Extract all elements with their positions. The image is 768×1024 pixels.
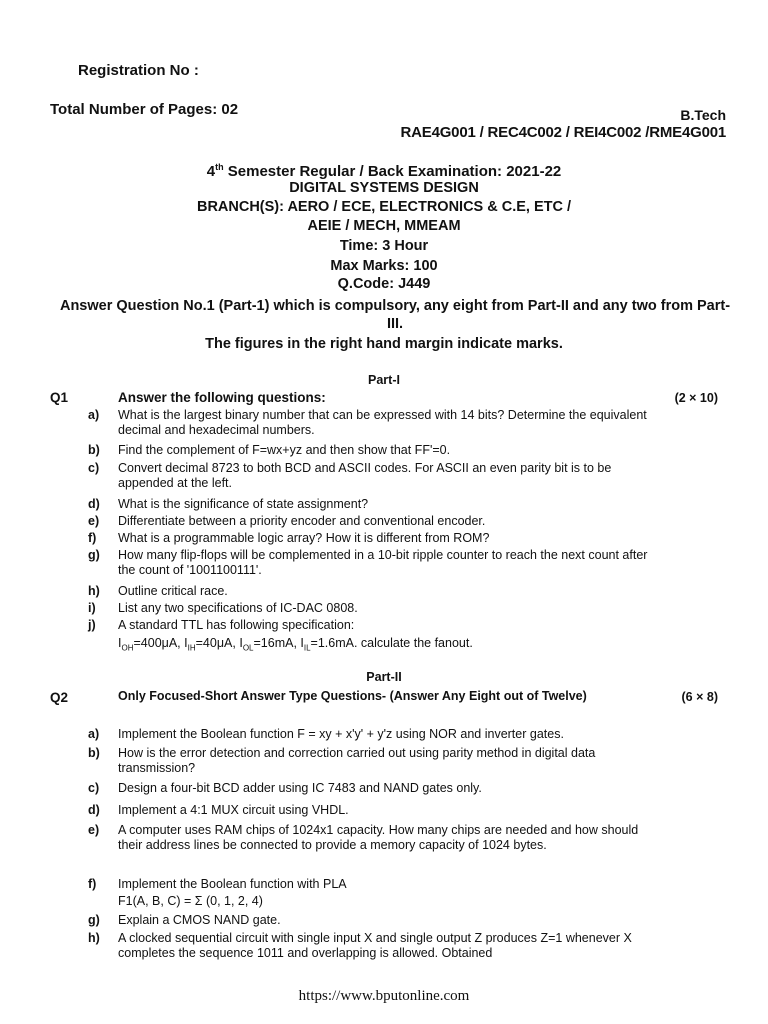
item-label: a) <box>88 408 100 422</box>
footer-url[interactable]: https://www.bputonline.com <box>298 988 470 1004</box>
item-label: j) <box>88 618 96 632</box>
q2-number: Q2 <box>50 690 69 705</box>
spec-value: =40μA, <box>195 636 240 650</box>
instruction: Answer Question No.1 (Part-1) which is compulsory, any eight from Part-II and any two from Part-III. <box>59 298 731 332</box>
item-text: List any two specifications of IC-DAC 0808. <box>118 601 358 615</box>
q2-item-c <box>88 781 648 796</box>
item-text: Implement the Boolean function with PLA <box>118 877 347 891</box>
q2-item-e <box>88 823 648 852</box>
spec-value: =400μA, <box>133 636 185 650</box>
q1-marks: (2 × 10) <box>674 391 718 405</box>
item-text: Convert decimal 8723 to both BCD and ASCII codes. For ASCII an even parity bit is to be appended at the left. <box>118 461 612 490</box>
item-label: c) <box>88 461 100 475</box>
q1-heading: Answer the following questions: <box>118 390 326 405</box>
q1-number: Q1 <box>50 390 69 405</box>
q2-item-f-function <box>88 894 648 909</box>
item-text: What is the largest binary number that can be expressed with 14 bits? Determine the equivalent decimal and hexadecimal numbers. <box>118 408 647 437</box>
semester-line <box>0 162 768 180</box>
branch-line-1: BRANCH(S): AERO / ECE, ELECTRONICS & C.E, ETC / <box>196 199 572 215</box>
item-text: Design a four-bit BCD adder using IC 7483 and NAND gates only. <box>118 781 482 795</box>
semester-suffix: th <box>215 162 224 172</box>
item-text: How is the error detection and correction carried out using parity method in digital data transmission? <box>118 746 596 775</box>
q1-item-j <box>88 618 648 633</box>
semester-text: Semester Regular / Back Examination: 2021-22 <box>223 163 562 180</box>
item-label: f) <box>88 877 97 891</box>
spec-symbol: I <box>184 636 188 650</box>
q1-item-e <box>88 514 648 529</box>
item-label: a) <box>88 727 100 741</box>
item-label: i) <box>88 601 96 615</box>
part2-title: Part-II <box>366 670 402 684</box>
spec-subscript: IH <box>187 643 196 653</box>
item-label: f) <box>88 531 97 545</box>
registration-label: Registration No : <box>78 62 199 79</box>
item-text: Find the complement of F=wx+yz and then show that FF'=0. <box>118 443 451 457</box>
item-label: e) <box>88 514 100 528</box>
item-text: What is the significance of state assignment? <box>118 497 369 511</box>
item-label: h) <box>88 931 100 945</box>
subject-codes: RAE4G001 / REC4C002 / REI4C002 /RME4G001 <box>400 124 726 141</box>
item-label: e) <box>88 823 100 837</box>
item-text: Outline critical race. <box>118 584 228 598</box>
q2-item-g <box>88 913 648 928</box>
question-code: Q.Code: J449 <box>337 276 431 292</box>
q2-heading: Only Focused-Short Answer Type Questions- (Answer Any Eight out of Twelve) <box>118 689 587 703</box>
item-text: What is a programmable logic array? How it is different from ROM? <box>118 531 490 545</box>
semester-number: 4 <box>206 163 216 180</box>
item-label: b) <box>88 443 100 457</box>
item-text: A clocked sequential circuit with single input X and single output Z produces Z=1 whenever X completes the sequence 1011 and overlapping is allowed. Obtained <box>118 931 632 960</box>
q2-item-d <box>88 803 648 818</box>
q1-item-a <box>88 408 648 437</box>
spec-subscript: OH <box>121 643 134 653</box>
q1-item-f <box>88 531 648 546</box>
spec-value: =16mA, <box>253 636 301 650</box>
spec-symbol: I <box>118 636 122 650</box>
item-label: b) <box>88 746 100 760</box>
item-label: c) <box>88 781 100 795</box>
figures-note: The figures in the right hand margin indicate marks. <box>205 336 563 352</box>
item-text: A computer uses RAM chips of 1024x1 capacity. How many chips are needed and how should their address lines be connected to provide a memory capacity of 1024 bytes. <box>118 823 639 852</box>
exam-time: Time: 3 Hour <box>339 238 429 254</box>
q2-item-f <box>88 877 648 892</box>
branch-line-2: AEIE / MECH, MMEAM <box>307 218 461 234</box>
q1-item-i <box>88 601 648 616</box>
q2-item-h <box>88 931 648 960</box>
item-label: h) <box>88 584 100 598</box>
item-text: How many flip-flops will be complemented in a 10-bit ripple counter to reach the next count after the count of '1001100111'. <box>118 548 648 577</box>
q2-item-b <box>88 746 648 775</box>
item-text: Differentiate between a priority encoder and conventional encoder. <box>118 514 486 528</box>
degree: B.Tech <box>680 107 726 123</box>
ttl-specification <box>88 636 648 656</box>
item-label: d) <box>88 803 100 817</box>
q1-item-h <box>88 584 648 599</box>
item-text: Implement the Boolean function F = xy + x'y' + y'z using NOR and inverter gates. <box>118 727 564 741</box>
item-label: d) <box>88 497 100 511</box>
spec-subscript: IL <box>303 643 311 653</box>
q2-item-a <box>88 727 648 742</box>
spec-symbol: I <box>300 636 304 650</box>
part1-title: Part-I <box>368 373 400 387</box>
item-label: g) <box>88 548 100 562</box>
spec-value: =1.6mA. calculate the fanout. <box>310 636 473 650</box>
item-text: Explain a CMOS NAND gate. <box>118 913 281 927</box>
total-pages: Total Number of Pages: 02 <box>50 101 239 118</box>
q1-item-d <box>88 497 648 512</box>
q1-item-b <box>88 443 648 458</box>
item-text: F1(A, B, C) = Σ (0, 1, 2, 4) <box>118 894 263 908</box>
q1-item-c <box>88 461 648 490</box>
max-marks: Max Marks: 100 <box>330 258 438 274</box>
subject-title: DIGITAL SYSTEMS DESIGN <box>289 180 479 196</box>
q1-item-g <box>88 548 648 577</box>
spec-subscript: OL <box>242 643 254 653</box>
item-text: Implement a 4:1 MUX circuit using VHDL. <box>118 803 349 817</box>
item-label: g) <box>88 913 100 927</box>
item-text: A standard TTL has following specification: <box>118 618 355 632</box>
spec-symbol: I <box>239 636 243 650</box>
q2-marks: (6 × 8) <box>681 690 718 704</box>
